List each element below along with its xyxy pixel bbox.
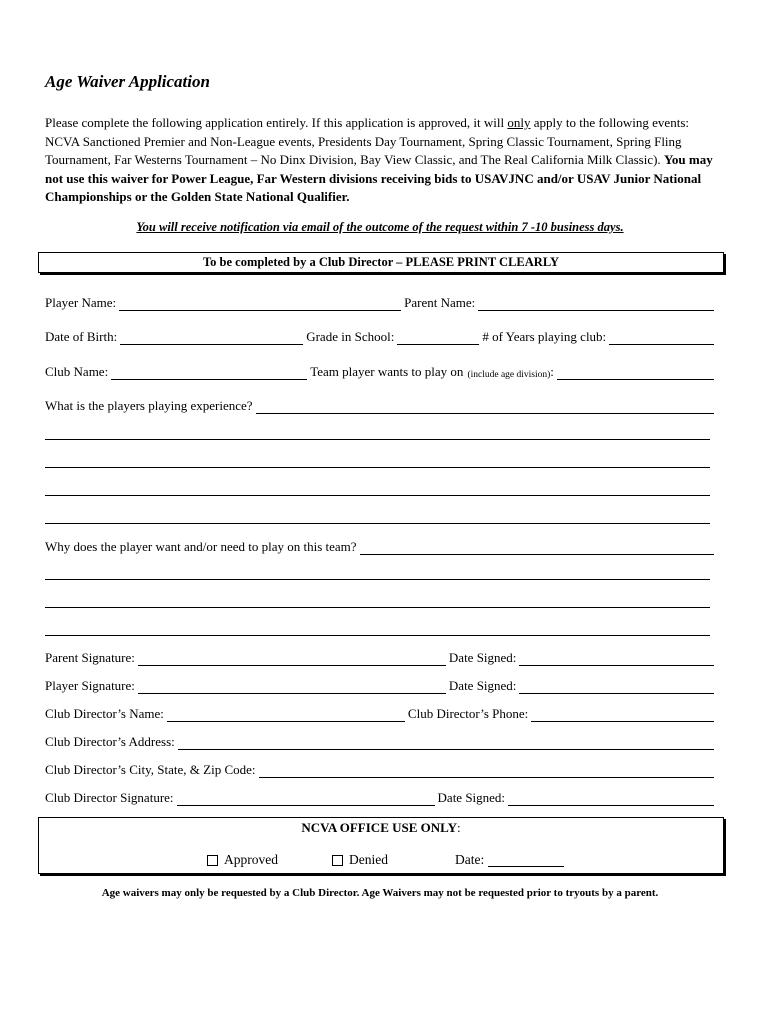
row-dob — [45, 327, 717, 345]
club-name-label: Club Name: — [45, 364, 109, 379]
intro-only-underlined: only — [507, 115, 531, 130]
office-use-title — [39, 820, 723, 836]
why-line-2[interactable] — [45, 579, 710, 580]
director-city-field[interactable] — [259, 765, 714, 778]
row-director-name — [45, 704, 717, 722]
notification-notice: You will receive notification via email of the outcome of the request within 7 -10 business days. — [136, 220, 624, 234]
row-parent-signature — [45, 648, 717, 666]
denied-label: Denied — [349, 852, 388, 867]
player-name-field[interactable] — [119, 298, 401, 311]
row-why — [45, 537, 717, 555]
player-signature-label: Player Signature: — [45, 678, 135, 693]
office-use-title-text: NCVA OFFICE USE ONLY — [301, 820, 458, 835]
player-signature-field[interactable] — [138, 681, 446, 694]
director-phone-label: Club Director’s Phone: — [407, 706, 529, 721]
denied-checkbox[interactable] — [332, 855, 343, 866]
director-city-label: Club Director’s City, State, & Zip Code: — [45, 762, 256, 777]
footer-note: Age waivers may only be requested by a Club Director. Age Waivers may not be requested prior to tryouts by a parent. — [101, 887, 659, 899]
director-signature-field[interactable] — [177, 793, 435, 806]
why-label: Why does the player want and/or need to play on this team? — [45, 539, 357, 554]
director-phone-field[interactable] — [531, 709, 714, 722]
parent-name-field[interactable] — [478, 298, 714, 311]
page-title: Age Waiver Application — [45, 72, 210, 91]
director-date-signed-field[interactable] — [508, 793, 714, 806]
dob-label: Date of Birth: — [45, 329, 118, 344]
director-address-field[interactable] — [178, 737, 714, 750]
experience-line-3[interactable] — [45, 467, 710, 468]
experience-line-2[interactable] — [45, 439, 710, 440]
row-experience — [45, 396, 717, 414]
club-director-header-box: To be completed by a Club Director – PLEASE PRINT CLEARLY — [38, 252, 724, 273]
team-colon: : — [550, 364, 554, 379]
why-line-4[interactable] — [45, 635, 710, 636]
row-director-signature — [45, 788, 717, 806]
intro-text-1: Please complete the following application entirely. If this application is approved, it will — [45, 115, 508, 130]
club-name-field[interactable] — [111, 367, 307, 380]
office-use-box — [38, 817, 724, 874]
row-club — [45, 362, 717, 380]
intro-text-2: apply to the following events: NCVA Sanctioned Premier and Non-League events, Presidents Day Tournament, Spring Classic Tournament, Spring Fling Tournament, Far Westerns Tournament – No Dinx Division, Bay View Classic, and The Real California Milk Classic). — [45, 115, 689, 168]
player-name-label: Player Name: — [45, 295, 117, 310]
why-field[interactable] — [360, 542, 714, 555]
date-signed-label-1: Date Signed: — [448, 650, 517, 665]
team-note: (include age division) — [467, 370, 551, 380]
intro-paragraph — [45, 114, 717, 207]
experience-line-4[interactable] — [45, 495, 710, 496]
grade-field[interactable] — [397, 332, 479, 345]
date-signed-label-2: Date Signed: — [448, 678, 517, 693]
row-director-address — [45, 732, 717, 750]
office-date-field[interactable] — [488, 854, 564, 867]
director-name-field[interactable] — [167, 709, 405, 722]
parent-date-signed-field[interactable] — [519, 653, 714, 666]
grade-label: Grade in School: — [306, 329, 395, 344]
row-player-signature — [45, 676, 717, 694]
team-field[interactable] — [557, 367, 714, 380]
row-director-city — [45, 760, 717, 778]
parent-signature-field[interactable] — [138, 653, 446, 666]
office-date-label: Date: — [455, 852, 485, 867]
row-names — [45, 293, 717, 311]
denied-option[interactable] — [332, 852, 388, 868]
intro-restriction-bold: You may not use this waiver for Power League, Far Western divisions receiving bids to USAVJNC and/or USAV Junior National Championships or the Golden State National Qualifier. — [45, 152, 713, 205]
team-label: Team player wants to play on — [310, 364, 464, 379]
years-field[interactable] — [609, 332, 714, 345]
director-name-label: Club Director’s Name: — [45, 706, 164, 721]
office-date — [455, 852, 567, 868]
why-line-3[interactable] — [45, 607, 710, 608]
experience-label: What is the players playing experience? — [45, 398, 253, 413]
years-label: # of Years playing club: — [482, 329, 607, 344]
approved-checkbox[interactable] — [207, 855, 218, 866]
date-signed-label-3: Date Signed: — [437, 790, 506, 805]
parent-name-label: Parent Name: — [404, 295, 476, 310]
office-use-title-colon: : — [457, 820, 461, 835]
director-signature-label: Club Director Signature: — [45, 790, 174, 805]
experience-line-5[interactable] — [45, 523, 710, 524]
approved-option[interactable] — [207, 852, 278, 868]
approved-label: Approved — [224, 852, 278, 867]
director-address-label: Club Director’s Address: — [45, 734, 175, 749]
parent-signature-label: Parent Signature: — [45, 650, 135, 665]
player-date-signed-field[interactable] — [519, 681, 714, 694]
dob-field[interactable] — [120, 332, 303, 345]
experience-field[interactable] — [256, 401, 714, 414]
